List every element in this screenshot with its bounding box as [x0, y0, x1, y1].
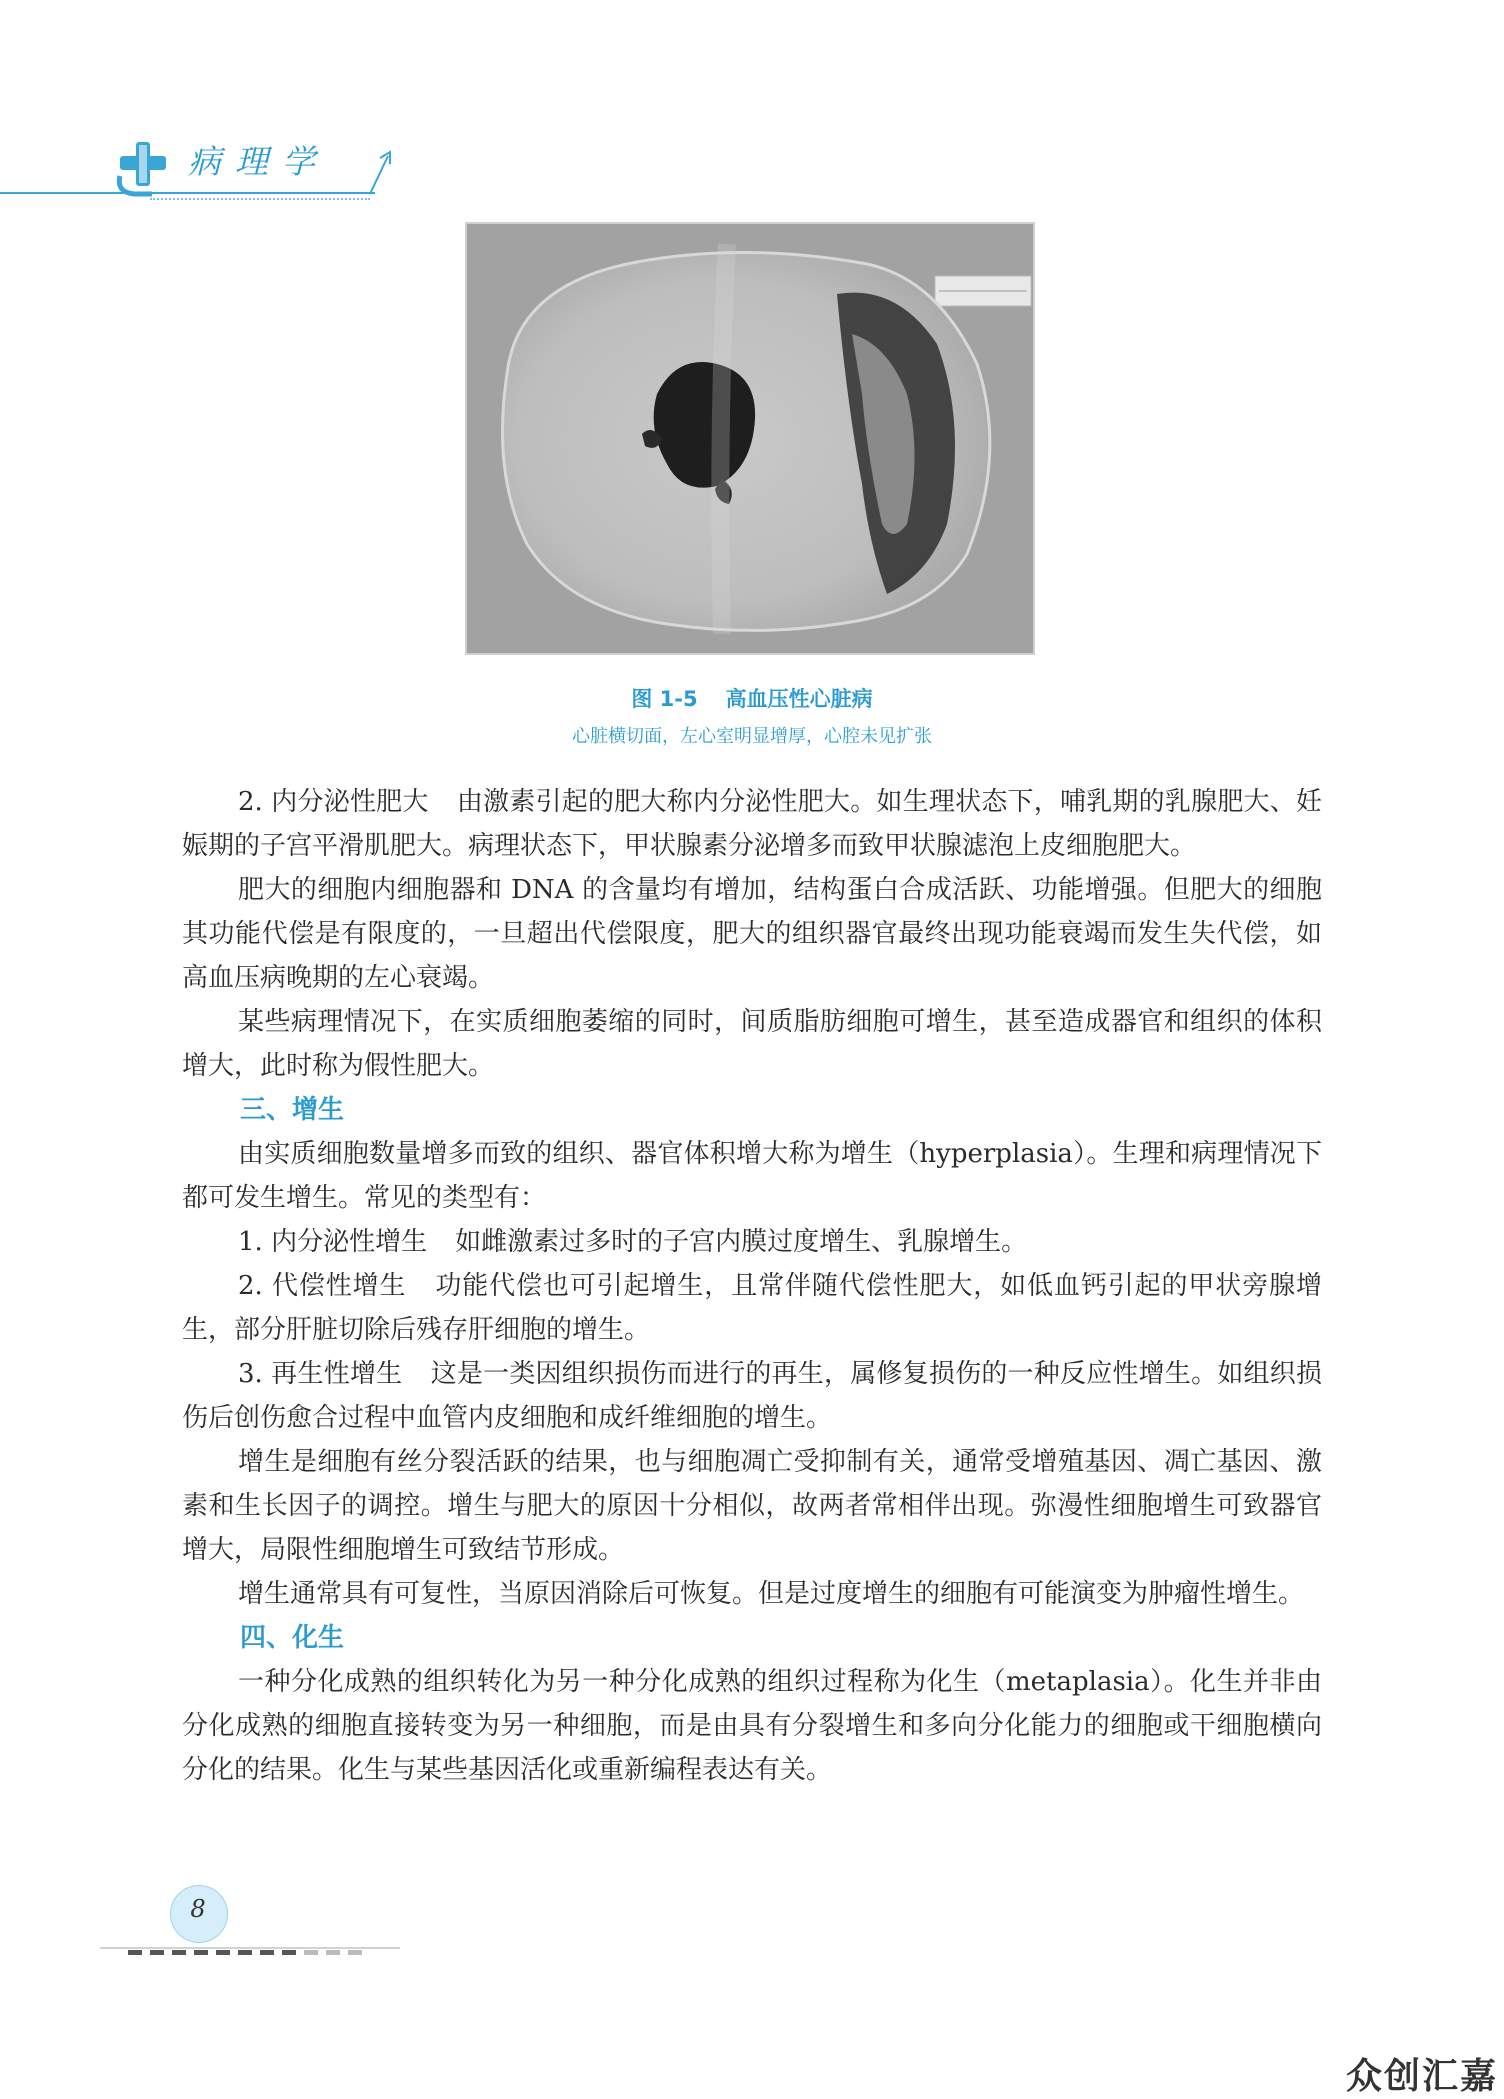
section-heading-text: 四、化生 [240, 1623, 345, 1653]
section-heading [182, 1088, 1322, 1132]
footer-dashed-bar [100, 1947, 400, 1955]
paragraph [182, 1220, 1322, 1264]
figure-label: 图 1-5 [631, 687, 698, 711]
paragraph [182, 1440, 1322, 1572]
section-heading-text: 三、增生 [240, 1095, 345, 1125]
figure-caption-subtitle: 心脏横切面，左心室明显增厚，心腔未见扩张 [572, 726, 932, 747]
figure-heart-cross-section [465, 222, 1035, 655]
paragraph [182, 1572, 1322, 1616]
paragraph-text: 这是一类因组织损伤而进行的再生，属修复损伤的一种反应性增生。如组织损伤后创伤愈合过程中血管内皮细胞和成纤维细胞的增生。 [182, 1359, 1322, 1433]
paragraph [182, 1264, 1322, 1352]
medical-cross-logo-icon [112, 136, 182, 200]
paragraph [182, 1352, 1322, 1440]
paragraph-lead: 3. 再生性增生 [238, 1359, 403, 1389]
page-header [0, 118, 400, 208]
arrow-up-right-icon [366, 148, 396, 198]
paragraph-text: 增生通常具有可复性，当原因消除后可恢复。但是过度增生的细胞有可能演变为肿瘤性增生。 [238, 1579, 1305, 1609]
section-heading [182, 1616, 1322, 1660]
paragraph-lead: 2. 内分泌性肥大 [238, 787, 429, 817]
paragraph [182, 1132, 1322, 1220]
paragraph-text: 增生是细胞有丝分裂活跃的结果，也与细胞凋亡受抑制有关，通常受增殖基因、凋亡基因、激素和生长因子的调控。增生与肥大的原因十分相似，故两者常相伴出现。弥漫性细胞增生可致器官增大，局限性细胞增生可致结节形成。 [182, 1447, 1322, 1565]
body-text [182, 780, 1322, 1792]
header-title: 病理学 [188, 142, 329, 181]
watermark: 众创汇嘉 [1345, 2056, 1498, 2097]
heart-cross-section-image [467, 224, 1033, 653]
page-footer [100, 1885, 420, 1965]
paragraph [182, 1000, 1322, 1088]
paragraph-lead: 2. 代偿性增生 [238, 1271, 407, 1301]
paragraph-text: 一种分化成熟的组织转化为另一种分化成熟的组织过程称为化生（metaplasia）。化生并非由分化成熟的细胞直接转变为另一种细胞，而是由具有分裂增生和多向分化能力的细胞或干细胞横向分化的结果。化生与某些基因活化或重新编程表达有关。 [182, 1667, 1322, 1785]
header-rule [0, 192, 375, 194]
paragraph [182, 1660, 1322, 1792]
paragraph-text: 功能代偿也可引起增生，且常伴随代偿性肥大，如低血钙引起的甲状旁腺增生，部分肝脏切除后残存肝细胞的增生。 [182, 1271, 1322, 1345]
header-dotted-rule [150, 198, 370, 200]
paragraph-text: 如雌激素过多时的子宫内膜过度增生、乳腺增生。 [455, 1227, 1028, 1257]
paragraph-text: 某些病理情况下，在实质细胞萎缩的同时，间质脂肪细胞可增生，甚至造成器官和组织的体积增大，此时称为假性肥大。 [182, 1007, 1322, 1081]
paragraph-text: 由实质细胞数量增多而致的组织、器官体积增大称为增生（hyperplasia）。生理和病理情况下都可发生增生。常见的类型有： [182, 1139, 1322, 1213]
paragraph-text: 肥大的细胞内细胞器和 DNA 的含量均有增加，结构蛋白合成活跃、功能增强。但肥大的细胞其功能代偿是有限度的，一旦超出代偿限度，肥大的组织器官最终出现功能衰竭而发生失代偿，如高血压病晚期的左心衰竭。 [182, 875, 1322, 993]
paragraph [182, 868, 1322, 1000]
figure-title: 高血压性心脏病 [725, 687, 873, 711]
paragraph [182, 780, 1322, 868]
page-number: 8 [190, 1895, 206, 1923]
figure-caption-title [0, 683, 1504, 713]
paragraph-text: 由激素引起的肥大称内分泌性肥大。如生理状态下，哺乳期的乳腺肥大、妊娠期的子宫平滑肌肥大。病理状态下，甲状腺素分泌增多而致甲状腺滤泡上皮细胞肥大。 [182, 787, 1322, 861]
paragraph-lead: 1. 内分泌性增生 [238, 1227, 428, 1257]
